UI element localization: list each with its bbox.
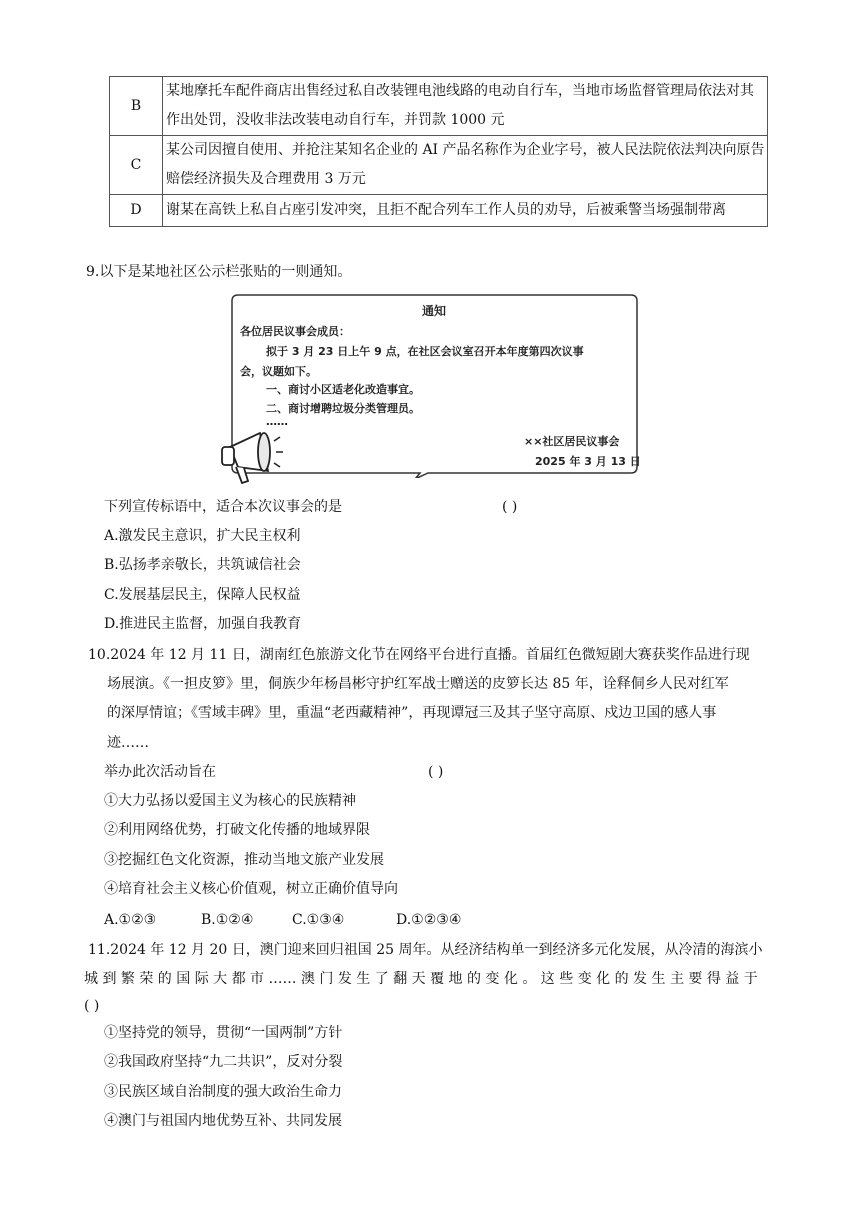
notice-title: 通知 [422, 304, 447, 318]
answer-paren: ( ) [428, 764, 444, 780]
q10-stem-line: 10.2024 年 12 月 11 日，湖南红色旅游文化节在网络平台进行直播。首届红色微短剧大赛获奖作品进行现 [88, 647, 750, 663]
q11-item: ①坚持党的领导，贯彻“一国两制”方针 [104, 1025, 343, 1041]
notice-image [230, 293, 639, 472]
notice-ellipsis: …… [266, 415, 288, 428]
notice-date: 2025 年 3 月 13 日 [535, 455, 641, 468]
q9-option-c: C.发展基层民主，保障人民权益 [104, 587, 301, 603]
notice-item: 二、商讨增聘垃圾分类管理员。 [266, 402, 420, 415]
megaphone-icon [216, 427, 286, 491]
q9-option-d: D.推进民主监督，加强自我教育 [104, 616, 302, 632]
q10-question: 举办此次活动旨在 [104, 764, 216, 780]
table-row [110, 136, 768, 195]
q10-choice-a: A.①②③ [104, 912, 157, 928]
notice-item: 一、商讨小区适老化改造事宜。 [266, 383, 420, 396]
notice-body-line: 会，议题如下。 [240, 365, 317, 378]
q11-item: ③民族区域自治制度的强大政治生命力 [104, 1084, 342, 1100]
q9-option-b: B.弘扬孝亲敬长，共筑诚信社会 [104, 557, 301, 573]
q9-stem: 9.以下是某地社区公示栏张贴的一则通知。 [86, 264, 352, 280]
q11-item: ④澳门与祖国内地优势互补、共同发展 [104, 1113, 342, 1129]
q10-item: ④培育社会主义核心价值观，树立正确价值导向 [104, 881, 398, 897]
q9-question: 下列宣传标语中，适合本次议事会的是 [104, 499, 342, 515]
option-text: 某地摩托车配件商店出售经过私自改装锂电池线路的电动自行车，当地市场监督管理局依法对其作出处罚，没收非法改装电动自行车，并罚款 1000 元 [163, 77, 768, 136]
answer-paren: ( ) [84, 998, 100, 1014]
table-row [110, 77, 768, 136]
notice-body-line: 拟于 3 月 23 日上午 9 点，在社区会议室召开本年度第四次议事 [266, 345, 584, 358]
options-table [109, 76, 768, 227]
q10-choice-c: C.①③④ [292, 912, 345, 928]
q10-stem-line: 的深厚情谊；《雪域丰碑》里，重温“老西藏精神”，再现谭冠三及其子坚守高原、戍边卫国的感人事 [107, 705, 717, 721]
q11-stem-line: 城 到 繁 荣 的 国 际 大 都 市 …… 澳 门 发 生 了 翻 天 覆 地 的 变 化 。 这 些 变 化 的 发 生 主 要 得 益 于 [84, 971, 758, 987]
table-row [110, 195, 768, 227]
q11-item: ②我国政府坚持“九二共识”，反对分裂 [104, 1054, 343, 1070]
option-text: 某公司因擅自使用、并抢注某知名企业的 AI 产品名称作为企业字号，被人民法院依法判决向原告赔偿经济损失及合理费用 3 万元 [163, 136, 768, 195]
q10-choice-d: D.①②③④ [396, 912, 462, 928]
option-letter: D [110, 195, 163, 227]
q11-stem-line: 11.2024 年 12 月 20 日，澳门迎来回归祖国 25 周年。从经济结构单一到经济多元化发展，从冷清的海滨小 [88, 942, 763, 958]
notice-salutation: 各位居民议事会成员： [240, 325, 350, 338]
notice-signature: ××社区居民议事会 [524, 435, 620, 448]
q10-stem-line: 场展演。《一担皮箩》里，侗族少年杨昌彬守护红军战士赠送的皮箩长达 85 年，诠释侗乡人民对红军 [107, 676, 729, 692]
q10-item: ③挖掘红色文化资源，推动当地文旅产业发展 [104, 852, 384, 868]
option-letter: C [110, 136, 163, 195]
q10-item: ①大力弘扬以爱国主义为核心的民族精神 [104, 793, 356, 809]
q10-stem-line: 迹…… [107, 735, 149, 751]
option-text: 谢某在高铁上私自占座引发冲突，且拒不配合列车工作人员的劝导，后被乘警当场强制带离 [163, 195, 768, 227]
option-letter: B [110, 77, 163, 136]
q10-choice-b: B.①②④ [201, 912, 254, 928]
q10-item: ②利用网络优势，打破文化传播的地域界限 [104, 822, 370, 838]
q9-option-a: A.激发民主意识，扩大民主权利 [104, 528, 301, 544]
answer-paren: ( ) [502, 499, 518, 515]
